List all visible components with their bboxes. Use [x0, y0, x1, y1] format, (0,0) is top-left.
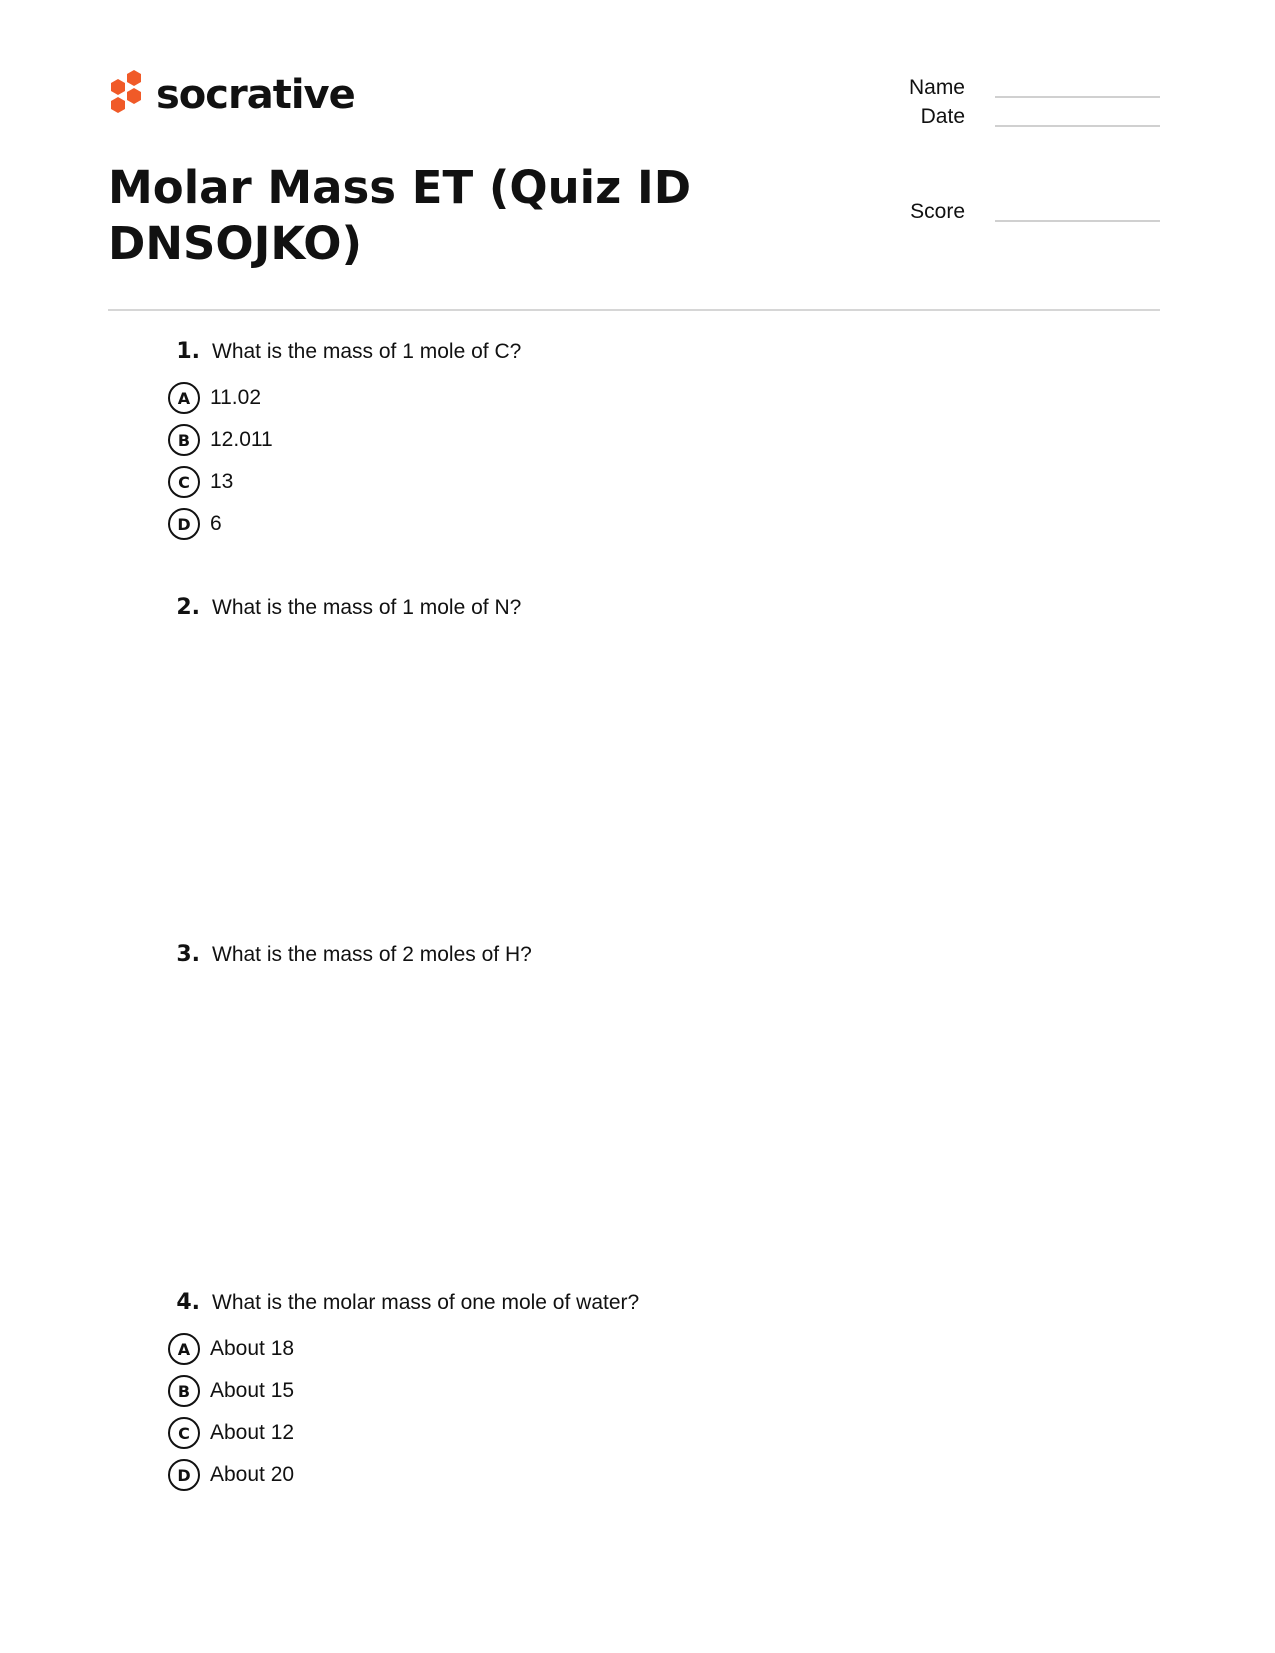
option-bubble-a[interactable]: A	[168, 382, 200, 414]
option-bubble-b[interactable]: B	[168, 1375, 200, 1407]
option-text: 11.02	[210, 386, 261, 409]
brand-name: socrative	[156, 72, 355, 118]
question-number: 4.	[176, 1290, 200, 1315]
option-bubble-c[interactable]: C	[168, 1417, 200, 1449]
socrative-logo	[108, 70, 355, 120]
hexagon-cluster-icon	[108, 70, 148, 120]
score-label: Score	[910, 200, 965, 223]
option-b[interactable]	[160, 1370, 639, 1412]
option-a[interactable]	[160, 377, 521, 419]
question-number: 2.	[176, 595, 200, 620]
question-number: 3.	[176, 942, 200, 967]
question-number: 1.	[176, 339, 200, 364]
option-bubble-d[interactable]: D	[168, 1459, 200, 1491]
option-bubble-a[interactable]: A	[168, 1333, 200, 1365]
question-text: What is the molar mass of one mole of water?	[212, 1291, 640, 1314]
name-label: Name	[908, 76, 965, 99]
option-text: About 20	[210, 1463, 295, 1486]
question-text: What is the mass of 1 mole of N?	[212, 596, 522, 619]
option-c[interactable]	[160, 1412, 639, 1454]
date-field[interactable]	[870, 101, 1160, 131]
question-2	[160, 595, 521, 633]
option-a[interactable]	[160, 1328, 639, 1370]
score-field[interactable]	[870, 196, 1160, 226]
option-c[interactable]	[160, 461, 521, 503]
date-label: Date	[920, 105, 965, 128]
option-bubble-d[interactable]: D	[168, 508, 200, 540]
question-4	[160, 1290, 639, 1496]
option-text: 6	[210, 512, 222, 535]
header-divider	[108, 309, 1160, 311]
quiz-title: Molar Mass ET (Quiz ID DNSOJKO)	[108, 161, 692, 270]
score-input-line[interactable]	[995, 220, 1160, 222]
option-text: About 15	[210, 1379, 295, 1402]
question-text: What is the mass of 1 mole of C?	[212, 340, 522, 363]
name-input-line[interactable]	[995, 96, 1160, 98]
question-3	[160, 942, 532, 980]
option-d[interactable]	[160, 503, 521, 545]
option-text: 13	[210, 470, 234, 493]
option-bubble-b[interactable]: B	[168, 424, 200, 456]
option-text: About 18	[210, 1337, 295, 1360]
option-d[interactable]	[160, 1454, 639, 1496]
option-bubble-c[interactable]: C	[168, 466, 200, 498]
question-text: What is the mass of 2 moles of H?	[212, 943, 532, 966]
date-input-line[interactable]	[995, 125, 1160, 127]
question-1	[160, 339, 521, 545]
option-text: 12.011	[210, 428, 273, 451]
option-b[interactable]	[160, 419, 521, 461]
name-field[interactable]	[870, 72, 1160, 102]
option-text: About 12	[210, 1421, 295, 1444]
